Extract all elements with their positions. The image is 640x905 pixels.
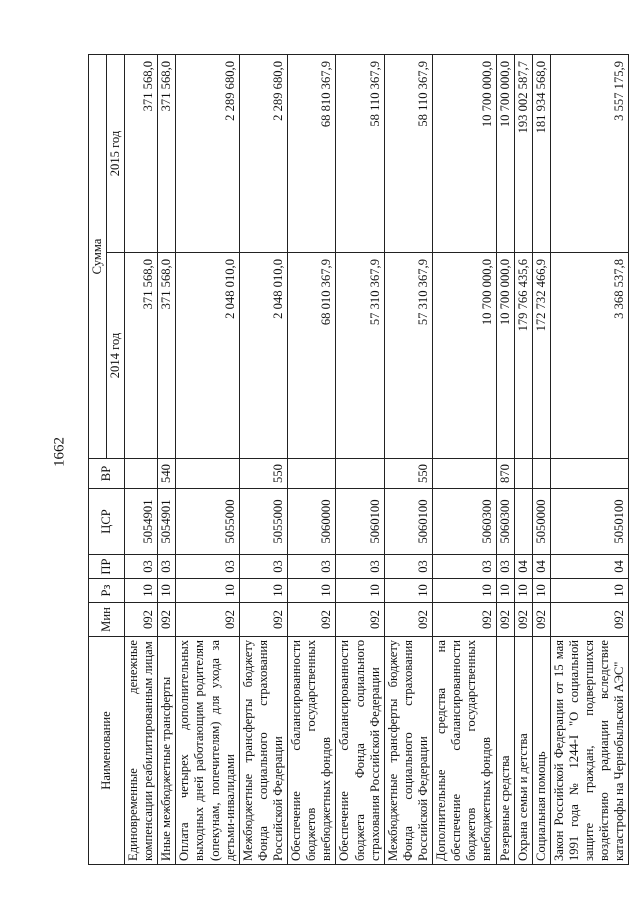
row-vr: 550 [384,459,432,489]
table-row [550,54,629,864]
row-2015: 371 568,0 [158,54,176,252]
row-min: 092 [532,603,550,637]
row-csr: 5060100 [336,489,384,555]
table-row [384,54,432,864]
row-rz: 10 [514,579,532,603]
table-row [433,54,496,864]
header-sum: Сумма [89,54,107,458]
row-min: 092 [550,603,629,637]
budget-table-rotated [88,55,627,865]
row-name: Межбюджетные трансферты бюджету Фонда социального страхования Российской Федерации [239,637,287,865]
row-name: Социальная помощь [532,637,550,865]
row-2014: 179 766 435,6 [514,253,532,459]
row-2015: 193 002 587,7 [514,54,532,252]
row-rz: 10 [433,579,496,603]
row-2014: 172 732 466,9 [532,253,550,459]
row-pr: 04 [532,555,550,579]
row-2015: 10 700 000,0 [433,54,496,252]
row-pr: 03 [384,555,432,579]
row-2015: 68 810 367,9 [288,54,336,252]
row-min: 092 [433,603,496,637]
row-name: Иные межбюджетные трансферты [158,637,176,865]
row-2014: 10 700 000,0 [433,253,496,459]
row-pr: 03 [433,555,496,579]
table-header [89,54,125,864]
row-csr: 5055000 [239,489,287,555]
row-csr [514,489,532,555]
row-2014: 57 310 367,9 [384,253,432,459]
row-vr: 550 [239,459,287,489]
table-row [176,54,239,864]
row-2015: 58 110 367,9 [384,54,432,252]
row-csr: 5060300 [433,489,496,555]
row-vr [336,459,384,489]
row-rz: 10 [550,579,629,603]
row-2014: 3 368 537,8 [550,253,629,459]
row-min: 092 [288,603,336,637]
row-vr [433,459,496,489]
table-row [532,54,550,864]
row-csr: 5054901 [158,489,176,555]
row-2014: 2 048 010,0 [239,253,287,459]
row-name: Единовременные денежные компенсации реабилитированным лицам [125,637,158,865]
header-pr: ПР [89,555,125,579]
table-row [239,54,287,864]
row-2015: 10 700 000,0 [496,54,514,252]
row-csr: 5055000 [176,489,239,555]
row-2015: 2 289 680,0 [176,54,239,252]
row-2014: 371 568,0 [158,253,176,459]
table-body [125,54,629,864]
table-row [496,54,514,864]
row-pr: 03 [336,555,384,579]
row-2015: 58 110 367,9 [336,54,384,252]
row-csr: 5050000 [532,489,550,555]
row-2015: 181 934 568,0 [532,54,550,252]
row-vr: 540 [158,459,176,489]
row-2015: 2 289 680,0 [239,54,287,252]
row-min: 092 [336,603,384,637]
row-pr: 03 [288,555,336,579]
row-vr [550,459,629,489]
page-number: 1662 [51,437,68,467]
budget-table [88,54,629,865]
row-name: Оплата четырех дополнительных выходных дней работающим родителям (опекунам, попечителям) для ухода за детьми-инвалидами [176,637,239,865]
row-vr [288,459,336,489]
row-2014: 10 700 000,0 [496,253,514,459]
row-min: 092 [239,603,287,637]
row-csr: 5050100 [550,489,629,555]
row-rz: 10 [176,579,239,603]
row-min: 092 [176,603,239,637]
row-csr: 5054901 [125,489,158,555]
table-row [288,54,336,864]
table-row [125,54,158,864]
row-pr: 03 [158,555,176,579]
row-pr: 03 [496,555,514,579]
row-vr [532,459,550,489]
row-min: 092 [514,603,532,637]
header-vr: ВР [89,459,125,489]
row-pr: 03 [239,555,287,579]
row-vr [125,459,158,489]
row-rz: 10 [384,579,432,603]
header-2015: 2015 год [107,54,125,252]
header-2014: 2014 год [107,253,125,459]
header-rz: Рз [89,579,125,603]
row-name: Межбюджетные трансферты бюджету Фонда социального страхования Российской Федерации [384,637,432,865]
row-pr: 04 [514,555,532,579]
row-rz: 10 [496,579,514,603]
row-name: Закон Российской Федерации от 15 мая 1991 года № 1244-I "О социальной защите граждан, подвергшихся воздействию радиации вследствие катастрофы на Чернобыльской АЭС" [550,637,629,865]
row-2014: 371 568,0 [125,253,158,459]
row-csr: 5060000 [288,489,336,555]
row-rz: 10 [336,579,384,603]
row-2014: 57 310 367,9 [336,253,384,459]
row-2015: 371 568,0 [125,54,158,252]
row-pr: 03 [125,555,158,579]
row-csr: 5060100 [384,489,432,555]
row-rz: 10 [125,579,158,603]
row-name: Обеспечение сбалансированности бюджетов государственных внебюджетных фондов [288,637,336,865]
row-vr: 870 [496,459,514,489]
row-rz: 10 [158,579,176,603]
row-rz: 10 [532,579,550,603]
row-csr: 5060300 [496,489,514,555]
row-vr [176,459,239,489]
row-rz: 10 [239,579,287,603]
row-min: 092 [158,603,176,637]
row-name: Обеспечение сбалансированности бюджета Фонда социального страхования Российской Федерации [336,637,384,865]
row-min: 092 [384,603,432,637]
row-name: Дополнительные средства на обеспечение сбалансированности бюджетов государственных внебюджетных фондов [433,637,496,865]
row-min: 092 [125,603,158,637]
row-vr [514,459,532,489]
row-rz: 10 [288,579,336,603]
row-2014: 68 010 367,9 [288,253,336,459]
header-min: Мин [89,603,125,637]
row-name: Охрана семьи и детства [514,637,532,865]
row-min: 092 [496,603,514,637]
header-csr: ЦСР [89,489,125,555]
row-2014: 2 048 010,0 [176,253,239,459]
header-name: Наименование [89,637,125,865]
row-pr: 03 [176,555,239,579]
row-pr: 04 [550,555,629,579]
row-2015: 3 557 175,9 [550,54,629,252]
row-name: Резервные средства [496,637,514,865]
table-row [158,54,176,864]
table-row [336,54,384,864]
table-row [514,54,532,864]
